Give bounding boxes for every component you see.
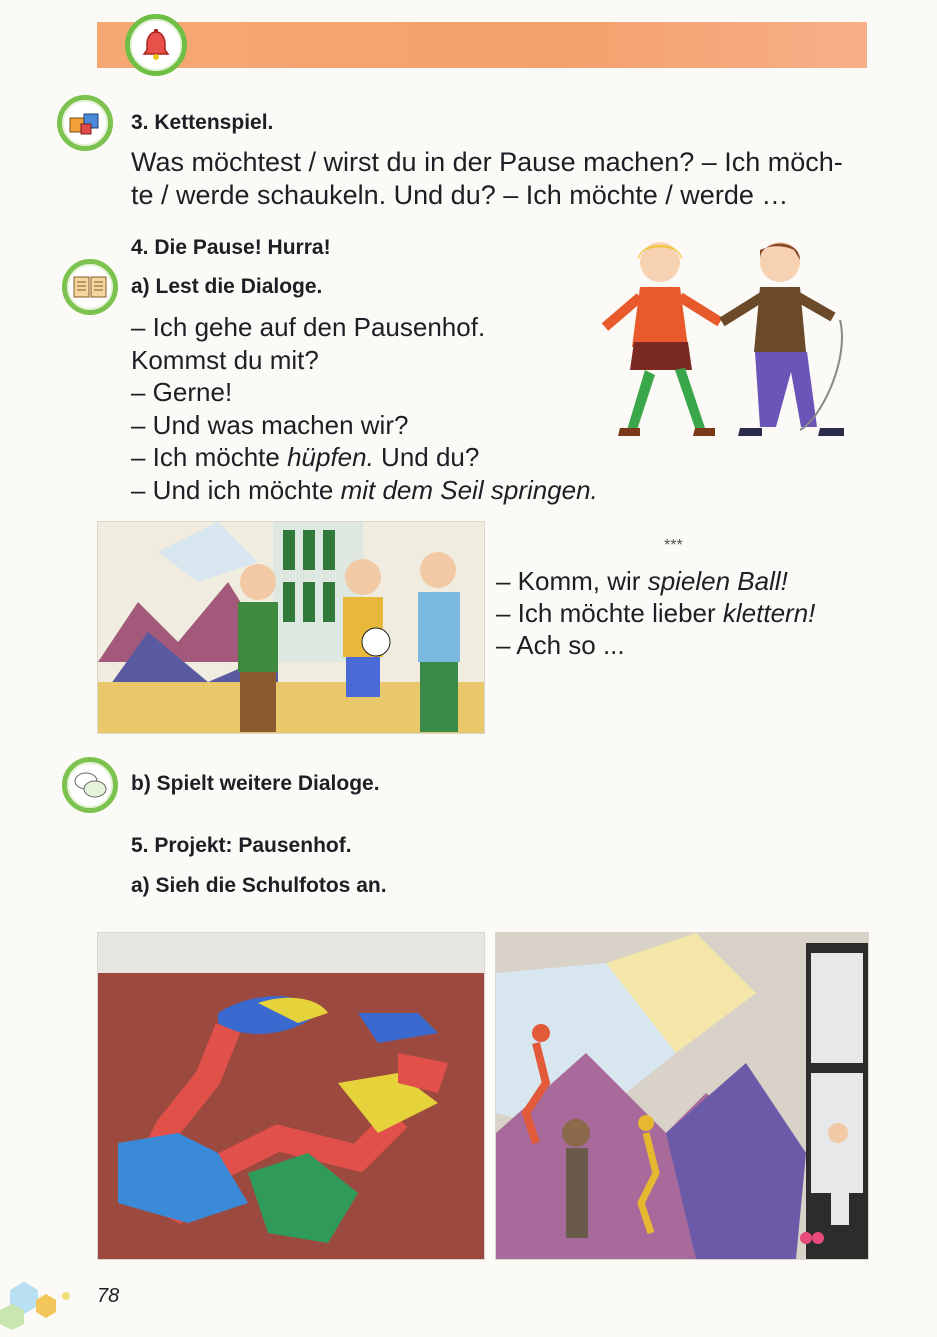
exercise-3-text (131, 146, 871, 212)
dialog-separator: *** (664, 537, 683, 554)
bell-icon (125, 14, 187, 76)
exercise-4a-title: a) Lest die Dialoge. (131, 275, 323, 298)
page-number: 78 (97, 1285, 120, 1307)
dialog-2 (496, 565, 815, 661)
dialog-1-line: – Und ich möchte mit dem Seil springen. (131, 474, 598, 505)
exercise-3-title: 3. Kettenspiel. (131, 111, 274, 134)
dialog-1-line: Kommst du mit? (131, 344, 319, 375)
corner-decoration (0, 1270, 80, 1330)
exercise-5a-title: a) Sieh die Schulfotos an. (131, 874, 387, 897)
dialog-1-line: – Ich gehe auf den Pausenhof. (131, 312, 486, 342)
cubes-icon (57, 95, 113, 151)
schoolyard-boys-illustration (97, 521, 485, 734)
exercise-5-title: 5. Projekt: Pausenhof. (131, 834, 352, 857)
children-jumping-illustration (590, 232, 870, 447)
book-icon (62, 259, 118, 315)
exercise-4b-title: b) Spielt weitere Dialoge. (131, 772, 380, 795)
dialog-1 (131, 311, 598, 506)
dialog-1-line: – Gerne! (131, 377, 233, 407)
dialog-1-line: – Ich möchte hüpfen. Und du? (131, 442, 480, 472)
exercise-3-line-1: Was möchtest / wirst du in der Pause machen? – Ich möch- (131, 147, 843, 177)
climbing-wall-photo (495, 932, 869, 1260)
header-bar (97, 22, 867, 68)
schoolyard-snake-photo (97, 932, 485, 1260)
dialog-2-line: – Ich möchte lieber klettern! (496, 598, 816, 628)
exercise-3-line-2: te / werde schaukeln. Und du? – Ich möchte / werde … (131, 180, 789, 210)
exercise-4-title: 4. Die Pause! Hurra! (131, 236, 331, 259)
dialog-1-line: – Und was machen wir? (131, 409, 409, 440)
speech-bubbles-icon (62, 757, 118, 813)
dialog-2-line: – Ach so ... (496, 630, 625, 660)
dialog-2-line: – Komm, wir spielen Ball! (496, 566, 788, 596)
